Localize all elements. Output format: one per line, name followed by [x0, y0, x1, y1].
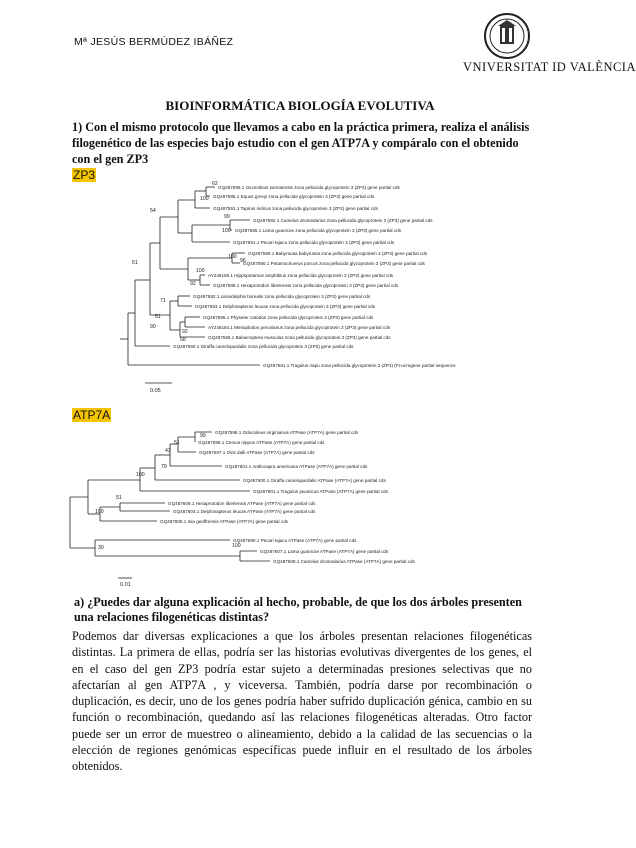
zp3-bootstrap-value: 96: [240, 258, 246, 264]
zp3-taxon-label: GQ487583.1 Delphinapterus leucas zona pellucida glycoprotein 3 (ZP3) gene partial cds: [195, 304, 376, 309]
atp7a-taxon-label: GQ487607.1 Lama guanicoe ATPase (ATP7A) gene partial cds: [260, 549, 389, 554]
zp3-bootstrap-value: 62: [212, 181, 218, 187]
atp7a-taxon-label: GQ487604.1 Delphinapterus leucas ATPase (ATP7A) gene partial cds: [173, 509, 316, 514]
zp3-bootstrap-value: 71: [160, 298, 166, 304]
atp7a-taxon-label: GQ487599.1 Cervus nippon ATPase (ATP7A) gene partial cds: [198, 440, 325, 445]
atp7a-bootstrap-value: 79: [161, 464, 167, 470]
zp3-taxon-label: GQ487595.1 Oxceolinus sumatensis zona pellucida glycoprotein 3 (ZP3) gene partial cds: [218, 185, 400, 190]
zp3-scale-bar-label: 0.05: [150, 388, 161, 394]
zp3-taxon-label: GQ487581.1 Tragulus napu zona pellucida glycoprotein 3 (ZP3) (Ft-ucrogene partial sequence: [263, 363, 456, 368]
atp7a-bootstrap-value: 100: [95, 509, 104, 515]
question-a: a) ¿Puedes dar alguna explicación al hecho, probable, de que los dos árboles presenten una relaciones filogenéticas distintas?: [74, 595, 522, 624]
zp3-bootstrap-value: 51: [132, 260, 138, 266]
zp3-taxon-label: GQ487589.1 Babyrousa babyrussa zona pellucida glycoprotein 3 (ZP3) gene partial cds: [248, 251, 428, 256]
atp7a-bootstrap-value: 51: [116, 495, 122, 501]
zp3-bootstrap-value: 92: [182, 329, 188, 335]
atp7a-bootstrap-value: 30: [98, 545, 104, 551]
zp3-bootstrap-value: 100: [200, 196, 209, 202]
zp3-taxon-label: GQ487590.1 Giraffa camelopardalis zona pellucida glycoprotein 3 (ZP3) gene partial cds: [173, 344, 354, 349]
zp3-taxon-label: GQ487590.1 Potamochoerus porcus zona pellucida glycoprotein 3 (ZP3) gene partial cds: [243, 261, 425, 266]
atp7a-taxon-label: GQ487596.1 Odocoileus virginianus ATPase (ATP7A) gene partial cds: [215, 430, 359, 435]
zp3-bootstrap-value: 100: [222, 228, 231, 234]
zp3-bootstrap-value: 100: [196, 268, 205, 274]
zp3-bootstrap-value: 90: [150, 324, 156, 330]
university-name: VNIVERSITAT ID VALÈNCIA: [463, 60, 636, 74]
zp3-taxon-label: GQ487585.1 Equus grevyi zona pellucida glycoprotein 3 (ZP3) gene partial cds: [213, 194, 375, 199]
zp3-taxon-label: AY246184.1 Mesoplodon peruvianus zona pellucida glycoprotein 3 (ZP3) gene partial cds: [208, 325, 390, 330]
atp7a-scale-bar-label: 0.01: [120, 582, 131, 588]
zp3-bootstrap-value: 51: [155, 314, 161, 320]
atp7a-label: ATP7A: [73, 408, 111, 422]
zp3-taxon-label: GQ487591.1 Tapirus indicus zona pellucida glycoprotein 3 (ZP3) gene partial cds: [213, 206, 378, 211]
atp7a-bootstrap-value: 100: [232, 543, 241, 549]
zp3-taxon-label: GQ487586.1 Lama guanicoe zona pellucida glycoprotein 3 (ZP3) gene partial cds: [235, 228, 401, 233]
atp7a-taxon-label: GQ487597.1 Ovis dalli ATPase (ATP7A) gene partial cds: [199, 450, 315, 455]
zp3-taxon-label: GQ487585.1 Physeter catodon zona pellucida glycoprotein 3 (ZP3) gene partial cds: [203, 315, 374, 320]
zp3-taxon-label: GQ487582.1 Camelus dromedarius zona pellucida glycoprotein 3 (ZP3) gene partial cds: [253, 218, 433, 223]
zp3-taxon-label: GQ487586.1 Balaenoptera musculus zona pellucida glycoprotein 3 (ZP3) gene partial cds: [208, 335, 391, 340]
atp7a-bootstrap-value: 51: [174, 440, 180, 446]
zp3-label: ZP3: [73, 168, 96, 182]
zp3-taxon-label: AY246159.1 Hippopotamus amphibius zona pellucida glycoprotein 3 (ZP3) gene partial cds: [208, 273, 394, 278]
atp7a-taxon-label: GQ487590.1 Pecari tajacu ATPase (ATP7A) gene partial cds: [233, 538, 357, 543]
atp7a-taxon-label: GQ487601.1 Tragulus javanicus ATPase (ATP7A) gene partial cds: [253, 489, 388, 494]
zp3-bootstrap-value: 99: [224, 214, 230, 220]
atp7a-bootstrap-value: 100: [136, 472, 145, 478]
zp3-taxon-label: GQ487591.1 Pecari tajacu zona pellucida glycoprotein 3 (ZP3) gene partial cds: [233, 240, 395, 245]
zp3-taxon-label: GQ487582.1 Lissodelphis borealis zona pellucida glycoprotein 3 (ZP3) gene partial cds: [193, 294, 371, 299]
atp7a-taxon-label: GQ487605.1 Inia geoffrensis ATPase (ATP7A) gene partial cds: [160, 519, 288, 524]
zp3-bootstrap-value: 54: [150, 208, 156, 214]
author-name: Mª JESÚS BERMÚDEZ IBÁÑEZ: [74, 36, 234, 48]
question-1: 1) Con el mismo protocolo que llevamos a cabo en la práctica primera, realiza el análisis filogenético de las especies bajo estudio con el gen ATP7A y compáralo con el obtenido con el gen ZP3: [72, 120, 530, 166]
page-title: BIOINFORMÁTICA BIOLOGÍA EVOLUTIVA: [165, 98, 435, 113]
atp7a-taxon-label: GQ487600.1 Giraffa camelopardalis ATPase (ATP7A) gene partial cds: [243, 478, 386, 483]
atp7a-taxon-label: GQ487608.1 Camelus dromedarius ATPase (ATP7A) gene partial cds: [273, 559, 415, 564]
atp7a-bootstrap-value: 99: [200, 433, 206, 439]
zp3-bootstrap-value: 100: [228, 254, 237, 260]
zp3-taxon-label: GQ487588.1 Hexaprotodon liberiensis zona pellucida glycoprotein 3 (ZP3) gene partial cds: [213, 283, 399, 288]
atp7a-bootstrap-value: 43: [165, 448, 171, 454]
answer-text: Podemos dar diversas explicaciones a que los árboles presentan relaciones filogenéticas distintas. La primera de ellas, podría ser las historias evolutivas divergentes de los genes, el en el caso del gen ZP3 podría estar sujeto a determinadas presiones selectivas que no afectarían al gen ATP7A , y viceversa. También, podría darse por recombinación o duplicación, es decir, uno de los genes podría haber sufrido duplicación génica, cambio en su función o recombinación, quedando así las relaciones filogenéticas alteradas. Otro factor puede ser un error de muestreo o alineamiento, debido a la calidad de las secuencias o la elección de regiones genómicas específicas puede influir en el resultado de los árboles obtenidos.: [72, 629, 532, 774]
atp7a-taxon-label: GQ487609.1 Hexaprotodon liberiensis ATPase (ATP7A) gene partial cds: [168, 501, 316, 506]
zp3-bootstrap-value: 58: [180, 337, 186, 343]
zp3-bootstrap-value: 92: [190, 281, 196, 287]
atp7a-taxon-label: GQ487601.1 Antilocapra americana ATPase (ATP7A) gene partial cds: [225, 464, 368, 469]
